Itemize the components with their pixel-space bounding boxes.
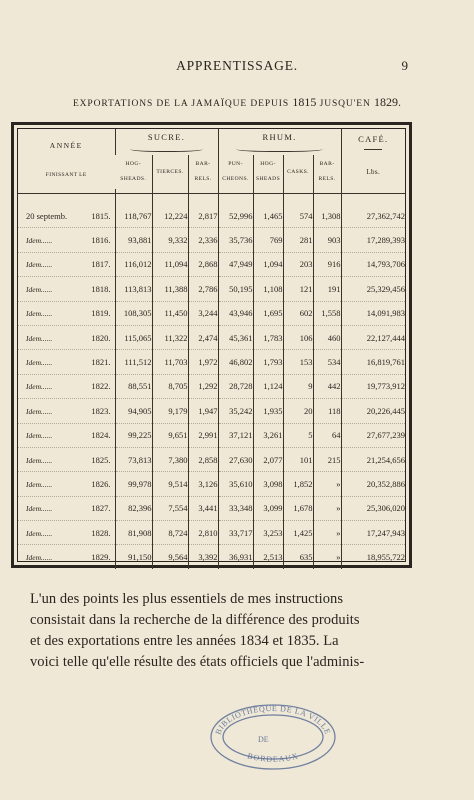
running-head (0, 58, 474, 78)
group-sucre-label: SUCRE. (147, 132, 186, 142)
row-year: 1819. (91, 308, 111, 319)
cell-r-hog: 3,099 (253, 496, 283, 520)
cell-s-tier: 11,388 (152, 277, 188, 301)
cell-r-cask: 101 (283, 447, 313, 471)
cell-cafe: 17,247,943 (341, 521, 405, 545)
cell-r-bar: » (313, 545, 341, 569)
body-paragraph (30, 589, 408, 673)
col-rhum-barrels: BAR-RELS. (313, 155, 341, 189)
row-label: Idem...... (26, 455, 53, 465)
table-row (18, 301, 405, 325)
row-year: 1826. (91, 478, 111, 489)
cell-s-tier: 9,514 (152, 472, 188, 496)
cell-r-pun: 28,728 (218, 374, 253, 398)
row-label: Idem...... (26, 431, 53, 441)
table-row (18, 325, 405, 349)
cell-s-hog: 81,908 (115, 521, 152, 545)
row-label: Idem...... (26, 260, 53, 270)
group-sucre (115, 129, 218, 155)
row-year: 1825. (91, 454, 111, 465)
cell-cafe: 22,127,444 (341, 325, 405, 349)
row-year: 1821. (91, 357, 111, 368)
cell-s-tier: 7,554 (152, 496, 188, 520)
cell-s-tier: 11,094 (152, 252, 188, 276)
cell-r-hog: 1,124 (253, 374, 283, 398)
cell-r-cask: 203 (283, 252, 313, 276)
row-year-cell (18, 301, 115, 325)
table-row (18, 277, 405, 301)
cell-r-hog: 3,253 (253, 521, 283, 545)
row-label: Idem...... (26, 333, 53, 343)
cell-cafe: 27,362,742 (341, 204, 405, 228)
cell-s-bar: 1,292 (188, 374, 218, 398)
cell-r-cask: 5 (283, 423, 313, 447)
row-year: 1824. (91, 430, 111, 441)
cell-s-bar: 2,817 (188, 204, 218, 228)
cell-s-hog: 88,551 (115, 374, 152, 398)
cell-cafe: 27,677,239 (341, 423, 405, 447)
cell-r-cask: 1,678 (283, 496, 313, 520)
cell-s-bar: 2,786 (188, 277, 218, 301)
cell-r-bar: » (313, 521, 341, 545)
cell-s-bar: 2,474 (188, 325, 218, 349)
table-row (18, 521, 405, 545)
cell-s-hog: 94,905 (115, 399, 152, 423)
cell-r-pun: 35,242 (218, 399, 253, 423)
cell-r-hog: 1,465 (253, 204, 283, 228)
cell-cafe: 18,955,722 (341, 545, 405, 569)
cell-r-cask: 602 (283, 301, 313, 325)
row-label: Idem...... (26, 382, 53, 392)
cell-cafe: 17,289,393 (341, 228, 405, 252)
cell-s-tier: 7,380 (152, 447, 188, 471)
cell-cafe: 14,793,706 (341, 252, 405, 276)
cell-r-pun: 47,949 (218, 252, 253, 276)
row-year-cell (18, 423, 115, 447)
cell-r-cask: 106 (283, 325, 313, 349)
col-sucre-barrels: BAR-RELS. (188, 155, 218, 189)
cell-s-hog: 82,396 (115, 496, 152, 520)
row-year-cell (18, 447, 115, 471)
cell-s-bar: 3,244 (188, 301, 218, 325)
row-year: 1822. (91, 381, 111, 392)
cell-r-pun: 33,717 (218, 521, 253, 545)
brace-sucre (130, 145, 203, 152)
row-year-cell (18, 496, 115, 520)
cell-s-hog: 115,065 (115, 325, 152, 349)
cell-s-bar: 3,441 (188, 496, 218, 520)
cell-cafe: 14,091,983 (341, 301, 405, 325)
row-year: 1817. (91, 259, 111, 270)
cell-r-bar: 1,558 (313, 301, 341, 325)
cell-r-hog: 1,108 (253, 277, 283, 301)
cell-r-bar: 215 (313, 447, 341, 471)
cell-r-hog: 1,094 (253, 252, 283, 276)
cell-s-tier: 9,651 (152, 423, 188, 447)
row-year-cell (18, 374, 115, 398)
row-label: Idem...... (26, 479, 53, 489)
cell-cafe: 20,352,886 (341, 472, 405, 496)
cell-cafe: 16,819,761 (341, 350, 405, 374)
cell-r-hog: 2,513 (253, 545, 283, 569)
row-year: 1823. (91, 405, 111, 416)
brace-rhum (236, 145, 324, 152)
cell-r-hog: 769 (253, 228, 283, 252)
row-label: Idem...... (26, 406, 53, 416)
cell-r-pun: 45,361 (218, 325, 253, 349)
cell-r-hog: 2,077 (253, 447, 283, 471)
row-year-cell (18, 545, 115, 569)
group-rhum (218, 129, 341, 155)
cell-r-pun: 43,946 (218, 301, 253, 325)
row-year: 1829. (91, 552, 111, 563)
cell-r-cask: 635 (283, 545, 313, 569)
row-label: Idem...... (26, 504, 53, 514)
cell-r-hog: 1,783 (253, 325, 283, 349)
table-title-year-from: 1815 (292, 95, 317, 109)
cell-r-pun: 37,121 (218, 423, 253, 447)
cell-s-hog: 73,813 (115, 447, 152, 471)
row-label: 20 septemb. (26, 210, 68, 221)
cell-r-hog: 1,935 (253, 399, 283, 423)
paragraph-line: voici telle qu'elle résulte des états officiels que l'adminis- (30, 654, 365, 670)
table-row (18, 374, 405, 398)
cell-r-cask: 281 (283, 228, 313, 252)
cell-s-bar: 2,336 (188, 228, 218, 252)
cell-r-pun: 27,630 (218, 447, 253, 471)
cell-s-tier: 11,703 (152, 350, 188, 374)
cell-s-hog: 108,305 (115, 301, 152, 325)
cell-r-bar: 442 (313, 374, 341, 398)
cell-s-hog: 111,512 (115, 350, 152, 374)
table-row (18, 545, 405, 569)
cell-cafe: 25,329,456 (341, 277, 405, 301)
cell-s-tier: 8,724 (152, 521, 188, 545)
row-year-cell (18, 399, 115, 423)
row-label: Idem...... (26, 284, 53, 294)
cell-s-tier: 9,564 (152, 545, 188, 569)
cell-r-hog: 3,098 (253, 472, 283, 496)
row-year: 1816. (91, 235, 111, 246)
col-rhum-casks: CASKS. (283, 155, 313, 189)
stamp-text-bottom: BORDEAUX (246, 751, 300, 764)
cell-s-tier: 9,179 (152, 399, 188, 423)
cell-cafe: 19,773,912 (341, 374, 405, 398)
table-title-text: EXPORTATIONS DE LA JAMAÏQUE DEPUIS (72, 99, 290, 109)
cell-r-bar: » (313, 472, 341, 496)
cell-r-bar: 534 (313, 350, 341, 374)
table-row (18, 204, 405, 228)
page-title: APPRENTISSAGE. (176, 58, 298, 73)
cell-r-pun: 35,736 (218, 228, 253, 252)
cell-r-pun: 33,348 (218, 496, 253, 520)
cell-r-pun: 36,931 (218, 545, 253, 569)
stamp-inner-ring (223, 715, 323, 759)
row-year: 1818. (91, 283, 111, 294)
row-year-cell (18, 277, 115, 301)
table-row (18, 472, 405, 496)
table-title (0, 95, 474, 110)
col-sucre-tierces: TIERCES. (152, 155, 188, 189)
cell-s-bar: 2,868 (188, 252, 218, 276)
row-label: Idem...... (26, 309, 53, 319)
stamp-text-mid: DE (258, 735, 269, 744)
cell-r-bar: 1,308 (313, 204, 341, 228)
cell-s-hog: 99,978 (115, 472, 152, 496)
cell-s-hog: 91,150 (115, 545, 152, 569)
cell-r-hog: 1,793 (253, 350, 283, 374)
cell-r-cask: 1,425 (283, 521, 313, 545)
cell-s-hog: 113,813 (115, 277, 152, 301)
col-sucre-hogsheads: HOG-SHEADS. (120, 161, 147, 182)
cell-s-tier: 11,322 (152, 325, 188, 349)
cell-s-bar: 2,858 (188, 447, 218, 471)
svg-text:BORDEAUX (246, 751, 299, 764)
cell-r-cask: 153 (283, 350, 313, 374)
row-year: 1828. (91, 527, 111, 538)
cell-s-bar: 3,126 (188, 472, 218, 496)
cell-s-bar: 3,392 (188, 545, 218, 569)
cell-s-bar: 2,991 (188, 423, 218, 447)
cell-r-pun: 50,195 (218, 277, 253, 301)
cell-s-bar: 1,972 (188, 350, 218, 374)
cell-r-cask: 20 (283, 399, 313, 423)
cell-r-bar: 118 (313, 399, 341, 423)
row-year-cell (18, 472, 115, 496)
cell-r-cask: 574 (283, 204, 313, 228)
cell-r-cask: 121 (283, 277, 313, 301)
row-label: Idem...... (26, 553, 53, 563)
row-year-cell (18, 252, 115, 276)
col-cafe-lbs: Lbs. (341, 155, 405, 189)
cell-s-tier: 12,224 (152, 204, 188, 228)
cell-r-bar: 460 (313, 325, 341, 349)
cell-cafe: 25,306,020 (341, 496, 405, 520)
row-label: Idem...... (26, 528, 53, 538)
cell-s-hog: 99,225 (115, 423, 152, 447)
cell-s-hog: 93,881 (115, 228, 152, 252)
cell-s-hog: 118,767 (115, 204, 152, 228)
col-rhum-puncheons: PUN-CHEONS. (218, 155, 253, 189)
group-cafe (341, 129, 405, 155)
cell-cafe: 20,226,445 (341, 399, 405, 423)
cell-s-hog: 116,012 (115, 252, 152, 276)
row-year-cell (18, 204, 115, 228)
svg-text:BIBLIOTHÈQUE DE LA VILLE (214, 704, 333, 736)
group-cafe-label: CAFÉ. (358, 134, 389, 144)
cell-r-hog: 1,695 (253, 301, 283, 325)
cell-s-bar: 1,947 (188, 399, 218, 423)
cell-r-bar: 916 (313, 252, 341, 276)
table-row (18, 447, 405, 471)
row-year: 1820. (91, 332, 111, 343)
row-year: 1815. (91, 210, 111, 221)
stamp-text-top: BIBLIOTHÈQUE DE LA VILLE (213, 703, 333, 736)
table-inner-frame (17, 128, 406, 562)
cell-cafe: 21,254,656 (341, 447, 405, 471)
cell-s-tier: 9,332 (152, 228, 188, 252)
group-rhum-label: RHUM. (262, 132, 297, 142)
cell-r-bar: » (313, 496, 341, 520)
cell-s-bar: 2,810 (188, 521, 218, 545)
cell-r-bar: 191 (313, 277, 341, 301)
row-year-cell (18, 350, 115, 374)
table-frame (11, 122, 412, 568)
library-stamp (208, 702, 338, 772)
table-title-year-to: 1829. (374, 95, 402, 109)
cell-r-bar: 903 (313, 228, 341, 252)
cell-r-bar: 64 (313, 423, 341, 447)
paragraph-line: consistait dans la recherche de la différence des produits (30, 612, 360, 628)
row-year-cell (18, 228, 115, 252)
annee-sub-label: FINISSANT LE (45, 171, 87, 178)
page-number: 9 (401, 58, 408, 73)
dash-cafe (364, 149, 382, 150)
cell-r-pun: 52,996 (218, 204, 253, 228)
table-row (18, 252, 405, 276)
cell-r-pun: 46,802 (218, 350, 253, 374)
row-year-cell (18, 325, 115, 349)
cell-r-cask: 1,852 (283, 472, 313, 496)
table-title-jusqu: JUSQU'EN (319, 99, 371, 109)
row-label: Idem...... (26, 358, 53, 368)
annee-label: ANNÉE (49, 140, 83, 150)
cell-r-pun: 35,610 (218, 472, 253, 496)
annee-header (18, 129, 115, 189)
table-row (18, 423, 405, 447)
cell-s-tier: 11,450 (152, 301, 188, 325)
table-row (18, 496, 405, 520)
row-label: Idem...... (26, 236, 53, 246)
cell-r-cask: 9 (283, 374, 313, 398)
col-rhum-hogsheads: HOG-SHEADS (253, 155, 283, 189)
paragraph-line: L'un des points les plus essentiels de mes instructions (30, 591, 344, 607)
paragraph-line: et des exportations entre les années 1834 et 1835. La (30, 633, 339, 649)
table-row (18, 350, 405, 374)
row-year: 1827. (91, 503, 111, 514)
cell-s-tier: 8,705 (152, 374, 188, 398)
table-row (18, 228, 405, 252)
exports-table (18, 129, 405, 569)
table-row (18, 399, 405, 423)
row-year-cell (18, 521, 115, 545)
cell-r-hog: 3,261 (253, 423, 283, 447)
